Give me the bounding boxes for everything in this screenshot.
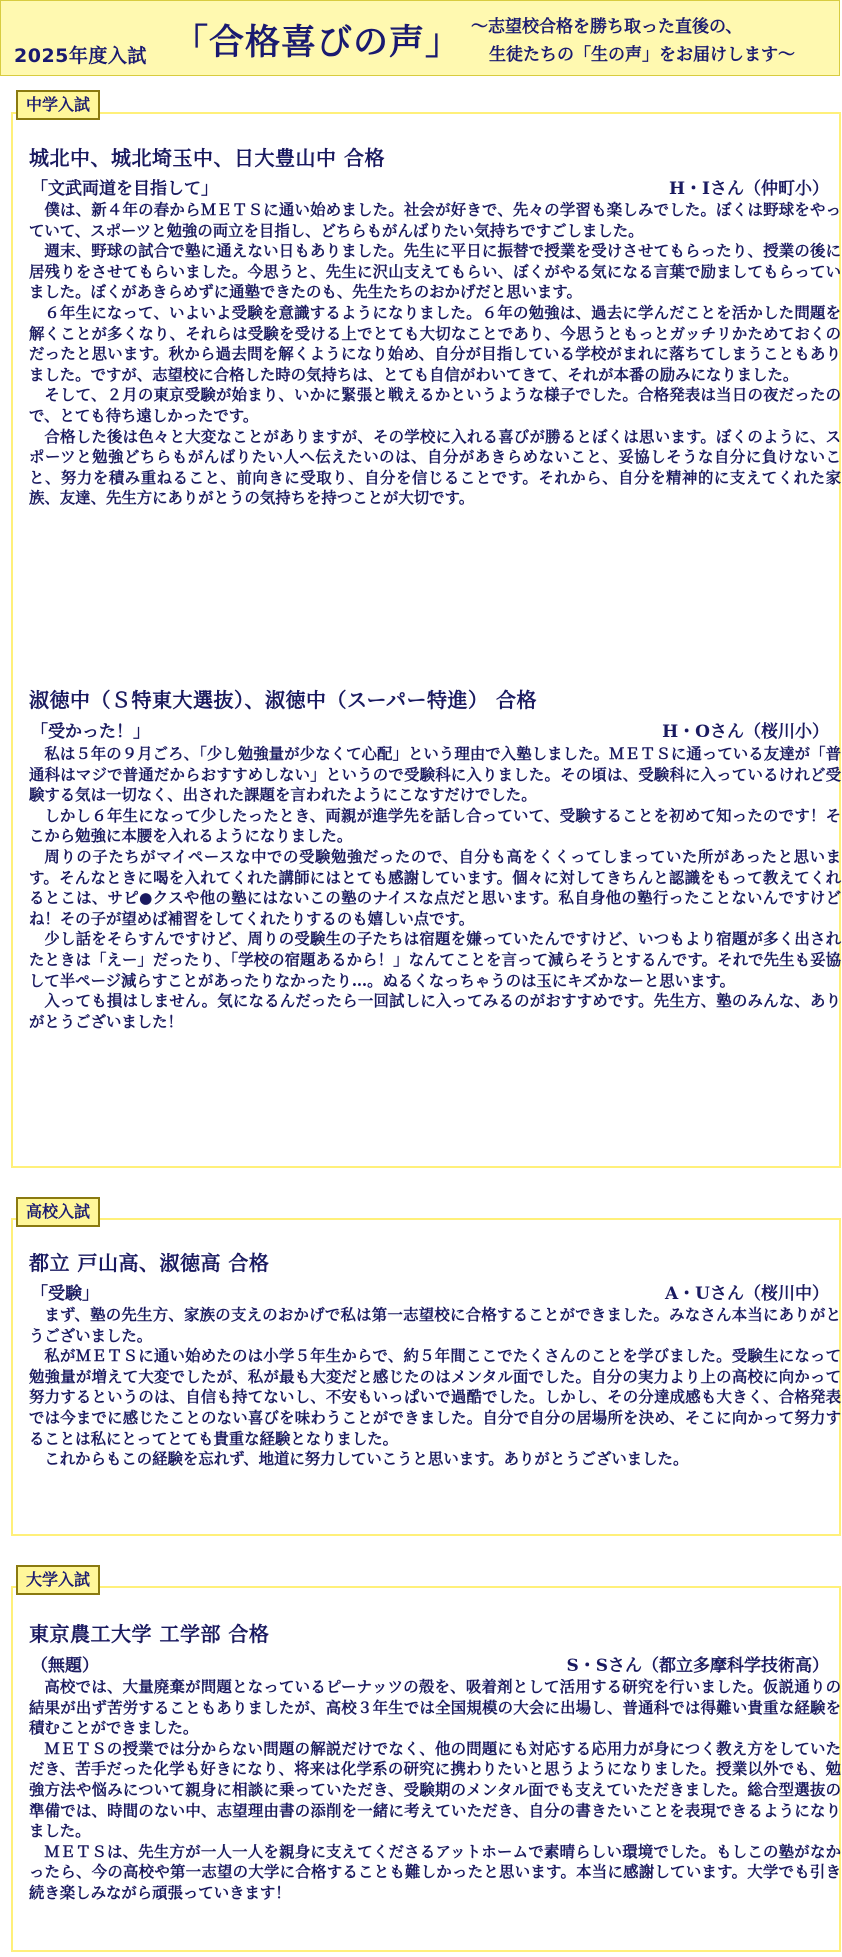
section-label-university: 大学入試 (16, 1565, 100, 1595)
section-university (11, 1586, 841, 1952)
essay-paragraph: そして、２月の東京受験が始まり、いかに緊張と戦えるかというような様子でした。合格発表は当日の夜だったので、とても待ち遠しかったです。 (29, 386, 841, 425)
essay-paragraph: これからもこの経験を忘れず、地道に努力していこうと思います。ありがとうございました。 (44, 1450, 689, 1469)
block-title: 東京農工大学 工学部 合格 (29, 1622, 270, 1646)
header-subtitle (471, 13, 795, 69)
essay-author: H・Oさん（桜川小） (662, 722, 829, 742)
header-year-label: 2025年度入試 (14, 45, 147, 67)
essay-paragraph: ＭＥＴＳは、先生方が一人一人を親身に支えてくださるアットホームで素晴らしい環境でした。もしこの塾がなかったら、今の高校や第一志望の大学に合格することも難しかったと思います。本当に感謝しています。大学でも引き続き楽しみながら頑張っていきます！ (29, 1842, 841, 1902)
essay-author: S・Sさん（都立多摩科学技術高） (566, 1656, 829, 1676)
essay-author: H・Iさん（仲町小） (668, 179, 829, 199)
essay-paragraph: 高校では、大量廃棄が問題となっているピーナッツの殻を、吸着剤として活用する研究を行いました。仮説通りの結果が出ず苦労することもありましたが、高校３年生では全国規模の大会に出場し、普通科では得難い貴重な経験を積むことができました。 (29, 1678, 841, 1738)
essay-paragraph: 合格した後は色々と大変なことがありますが、その学校に入れる喜びが勝るとぼくは思います。ぼくのように、スポーツと勉強どちらもがんばりたい人へ伝えたいのは、自分があきらめないこと、妥協しそうな自分に負けないこと、努力を積み重ねること、前向きに受取り、自分を信じることです。それから、自分を精神的に支えてくれた家族、友達、先生方にありがとうの気持ちを持つことが大切です。 (29, 427, 841, 508)
section-high-school (11, 1218, 841, 1536)
section-junior-high (11, 112, 841, 1168)
essay-subhead (31, 177, 831, 201)
essay-body (29, 1677, 841, 1904)
essay-subhead (31, 720, 831, 744)
essay-paragraph: まず、塾の先生方、家族の支えのおかげで私は第一志望校に合格することができました。みなさん本当にありがとうございました。 (29, 1306, 841, 1345)
essay-paragraph: 周りの子たちがマイペースな中での受験勉強だったので、自分も高をくくってしまっていた所があったと思います。そんなときに喝を入れてくれた講師にはとても感謝しています。個々に対してきちんと認識をもって教えてくれるとこは、サピ●クスや他の塾にはないこの塾のナイスな点だと思います。私自身他の塾行ったことないんですけどね！その子が望めば補習をしてくれたりするのも嬉しい点です。 (29, 847, 841, 928)
header-subtitle-line2: 生徒たちの「生の声」をお届けします～ (489, 45, 795, 65)
essay-paragraph: 私がＭＥＴＳに通い始めたのは小学５年生からで、約５年間ここでたくさんのことを学びました。受験生になって勉強量が増えて大変でしたが、私が最も大変だと感じたのはメンタル面でした。自分の実力より上の高校に向かって努力するというのは、自信も持てないし、不安もいっぱいで過酷でした。しかし、その分達成感も大きく、合格発表では今までに感じたことのない喜びを味わうことができました。自分で自分の居場所を決め、そこに向かって努力することは私にとってとても貴重な経験となりました。 (29, 1347, 841, 1448)
section-label-junior-high: 中学入試 (16, 90, 100, 120)
block-title: 淑徳中（Ｓ特東大選抜）、淑徳中（スーパー特進） 合格 (29, 688, 537, 712)
essay-paragraph: しかし６年生になって少したったとき、両親が進学先を話し合っていて、受験することを初めて知ったのです！そこから勉強に本腰を入れるようになりました。 (29, 806, 841, 846)
essay-paragraph: ６年生になって、いよいよ受験を意識するようになりました。６年の勉強は、過去に学んだことを活かした問題を解くことが多くなり、それらは受験を受ける上でとても大切なことであり、今思うともっとガッチリかためておくのだったと思います。秋から過去問を解くようになり始め、自分が目指している学校がまれに落ちてしまうこともありました。ですが、志望校に合格した時の気持ちは、とても自信がわいてきて、それが本番の励みになりました。 (29, 303, 841, 384)
essay-paragraph: ＭＥＴＳの授業では分からない問題の解説だけでなく、他の問題にも対応する応用力が身につく教え方をしていただき、苦手だった化学も好きになり、将来は化学系の研究に携わりたいと思うようになりました。授業以外でも、勉強方法や悩みについて親身に相談に乗っていただき、受験期のメンタル面でも支えていただきました。総合型選抜の準備では、時間のない中、志望理由書の添削を一緒に考えていただき、自分の書きたいことを表現できるようになりました。 (29, 1739, 841, 1841)
block-title: 城北中、城北埼玉中、日大豊山中 合格 (29, 146, 385, 170)
essay-subhead (31, 1654, 831, 1678)
essay-paragraph: 入っても損はしません。気になるんだったら一回試しに入ってみるのがおすすめです。先生方、塾のみんな、ありがとうございました！ (29, 992, 841, 1031)
essay-title: 「文武両道を目指して」 (31, 179, 218, 199)
essay-paragraph: 僕は、新４年の春からＭＥＴＳに通い始めました。社会が好きで、先々の学習も楽しみでした。ぼくは野球をやっていて、スポーツと勉強の両立を目指し、どちらもがんばりたい気持ちですごしました。 (29, 201, 841, 240)
essay-paragraph: 少し話をそらすんですけど、周りの受験生の子たちは宿題を嫌っていたんですけど、いつもより宿題が多く出されたときは「えー」だったり、「学校の宿題あるから！」なんてことを言って減らそうとするんです。それで先生も妥協して半ページ減らすことがあったりなかったり…。ぬるくなっちゃうのは玉にキズかなーと思います。 (29, 930, 841, 990)
section-label-high-school: 高校入試 (16, 1197, 100, 1227)
essay-paragraph: 週末、野球の試合で塾に通えない日もありました。先生に平日に振替で授業を受けさせてもらったり、授業の後に居残りをさせてもらいました。今思うと、先生に沢山支えてもらい、ぼくがやる気になる言葉で励ましてもらっていました。ぼくがあきらめずに通塾できたのも、先生たちのおかげだと思います。 (29, 242, 841, 302)
header-banner (0, 0, 840, 76)
block-title: 都立 戸山高、淑徳高 合格 (29, 1251, 270, 1275)
essay-body (29, 200, 841, 509)
essay-title: 「受かった！」 (31, 722, 150, 742)
essay-title: 「受験」 (31, 1284, 99, 1304)
essay-paragraph: 私は５年の９月ごろ、「少し勉強量が少なくて心配」という理由で入塾しました。ＭＥＴＳに通っている友達が「普通科はマジで普通だからおすすめしない」というので受験科に入りました。その頃は、受験科に入っているけれど受験する気は一切なく、出された課題を言われたようにこなすだけでした。 (29, 745, 841, 805)
essay-title: （無題） (31, 1656, 99, 1676)
essay-author: A・Uさん（桜川中） (664, 1284, 829, 1304)
essay-subhead (31, 1282, 831, 1306)
essay-body (29, 1305, 841, 1470)
header-title: 「合格喜びの声」 (173, 23, 462, 63)
essay-body (29, 744, 841, 1032)
header-subtitle-line1: ～志望校合格を勝ち取った直後の、 (471, 17, 743, 37)
